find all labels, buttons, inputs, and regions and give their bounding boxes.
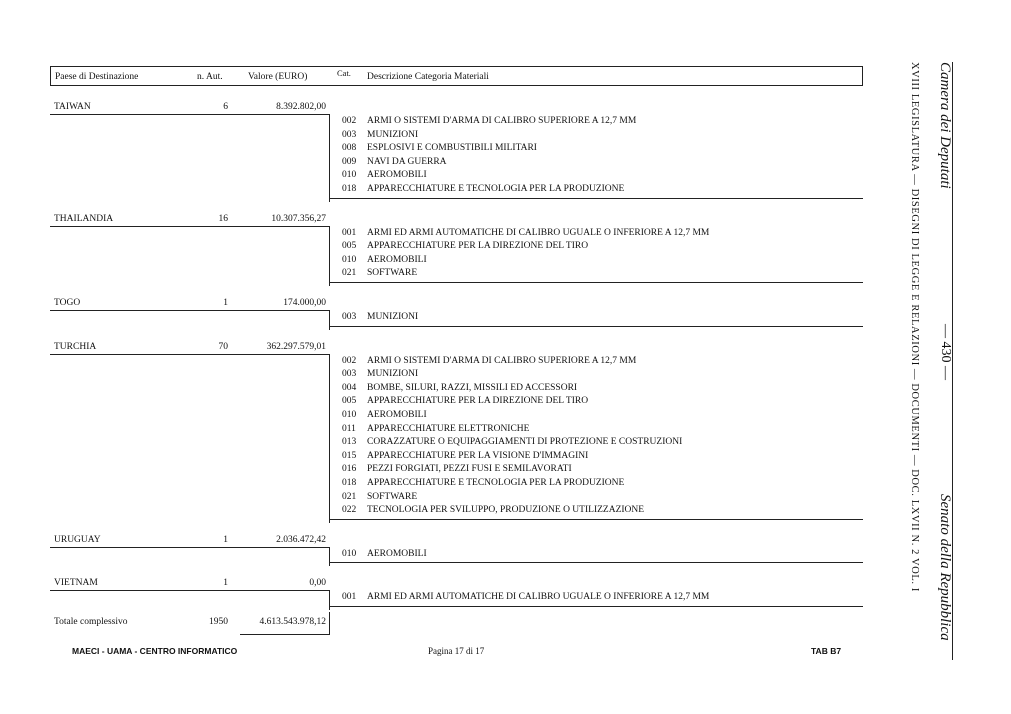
category-description: CORAZZATURE O EQUIPAGGIAMENTI DI PROTEZIONE E COSTRUZIONI <box>367 437 683 448</box>
row-underline <box>50 226 330 227</box>
category-description: NAVI DA GUERRA <box>367 156 447 167</box>
row-underline <box>50 547 330 548</box>
total-separator <box>329 612 330 634</box>
category-code: 016 <box>342 464 357 475</box>
category-description: BOMBE, SILURI, RAZZI, MISSILI ED ACCESSORI <box>367 382 578 393</box>
category-code: 010 <box>342 170 357 181</box>
header-description: Descrizione Categoria Materiali <box>367 72 489 82</box>
category-description: ESPLOSIVI E COMBUSTIBILI MILITARI <box>367 143 537 154</box>
auth-count: 1 <box>223 578 228 589</box>
total-count: 1950 <box>209 617 228 627</box>
header-cat: Cat. <box>337 68 351 78</box>
category-code: 009 <box>342 156 357 167</box>
auth-count: 16 <box>218 213 228 224</box>
country-name: TAIWAN <box>54 102 91 112</box>
category-code: 001 <box>342 227 357 238</box>
category-code: 018 <box>342 478 357 488</box>
category-description: SOFTWARE <box>367 491 418 502</box>
auth-count: 6 <box>223 102 228 112</box>
category-code: 005 <box>342 241 357 252</box>
row-separator <box>329 354 330 523</box>
row-separator <box>329 547 330 567</box>
country-name: VIETNAM <box>54 578 98 589</box>
category-code: 001 <box>342 592 357 603</box>
category-description: APPARECCHIATURE E TECNOLOGIA PER LA PRODUZIONE <box>367 478 625 488</box>
row-value: 362.297.579,01 <box>266 341 326 352</box>
side-subtitle: XVIII LEGISLATURA — DISEGNI DI LEGGE E RELAZIONI — DOCUMENTI — DOC. LXVII N. 2 VOL. I <box>909 62 920 592</box>
category-description: SOFTWARE <box>367 268 418 279</box>
footer-right: TAB B7 <box>811 646 842 656</box>
category-description: ARMI ED ARMI AUTOMATICHE DI CALIBRO UGUALE O INFERIORE A 12,7 MM <box>367 592 710 603</box>
table-header <box>50 66 863 86</box>
category-code: 015 <box>342 450 357 461</box>
header-country: Paese di Destinazione <box>55 72 139 82</box>
country-name: THAILANDIA <box>54 213 114 224</box>
category-description: MUNIZIONI <box>367 129 419 140</box>
category-code: 018 <box>342 184 357 194</box>
category-code: 002 <box>342 355 357 366</box>
category-description: AEROMOBILI <box>367 170 427 181</box>
row-bottom-line <box>329 198 863 199</box>
category-code: 011 <box>342 423 356 434</box>
category-code: 021 <box>342 268 357 279</box>
category-code: 003 <box>342 312 357 322</box>
country-name: TOGO <box>54 298 81 308</box>
category-description: PEZZI FORGIATI, PEZZI FUSI E SEMILAVORATI <box>367 464 572 475</box>
row-bottom-line <box>329 519 863 520</box>
category-code: 022 <box>342 505 357 516</box>
category-description: ARMI O SISTEMI D'ARMA DI CALIBRO SUPERIORE A 12,7 MM <box>367 116 637 126</box>
row-value: 174.000,00 <box>283 298 326 308</box>
category-description: TECNOLOGIA PER SVILUPPO, PRODUZIONE O UTILIZZAZIONE <box>367 505 645 516</box>
side-page-number: — 430 — <box>938 324 953 380</box>
category-code: 013 <box>342 437 357 448</box>
category-description: APPARECCHIATURE PER LA DIREZIONE DEL TIRO <box>367 241 589 252</box>
row-separator <box>329 114 330 202</box>
row-separator <box>329 590 330 610</box>
category-code: 010 <box>342 254 357 265</box>
footer-left: MAECI - UAMA - CENTRO INFORMATICO <box>72 646 238 656</box>
row-value: 8.392.802,00 <box>276 102 326 112</box>
row-underline <box>50 354 330 355</box>
row-separator <box>329 226 330 286</box>
total-underline <box>240 634 330 635</box>
category-description: AEROMOBILI <box>367 410 427 420</box>
auth-count: 70 <box>218 341 228 352</box>
category-description: APPARECCHIATURE E TECNOLOGIA PER LA PRODUZIONE <box>367 184 625 194</box>
row-underline <box>50 590 330 591</box>
category-description: APPARECCHIATURE PER LA DIREZIONE DEL TIRO <box>367 396 589 407</box>
footer-page: Pagina 17 di 17 <box>428 646 485 656</box>
category-code: 021 <box>342 491 357 502</box>
category-description: MUNIZIONI <box>367 369 419 380</box>
row-bottom-line <box>329 606 863 607</box>
category-code: 003 <box>342 129 357 140</box>
country-name: URUGUAY <box>54 534 101 545</box>
header-n-aut: n. Aut. <box>197 72 223 82</box>
category-code: 002 <box>342 116 357 126</box>
category-description: ARMI O SISTEMI D'ARMA DI CALIBRO SUPERIORE A 12,7 MM <box>367 355 637 366</box>
side-right-title: Senato della Repubblica <box>937 494 953 641</box>
category-code: 005 <box>342 396 357 407</box>
category-description: AEROMOBILI <box>367 254 427 265</box>
row-underline <box>50 114 330 115</box>
country-name: TURCHIA <box>54 341 97 352</box>
row-bottom-line <box>329 282 863 283</box>
category-description: ARMI ED ARMI AUTOMATICHE DI CALIBRO UGUALE O INFERIORE A 12,7 MM <box>367 227 710 238</box>
category-code: 010 <box>342 410 357 420</box>
row-bottom-line <box>329 562 863 563</box>
category-description: MUNIZIONI <box>367 312 419 322</box>
row-value: 0,00 <box>309 578 326 589</box>
category-code: 010 <box>342 548 357 559</box>
header-value: Valore (EURO) <box>248 72 308 82</box>
auth-count: 1 <box>223 534 228 545</box>
category-code: 004 <box>342 382 357 393</box>
category-description: APPARECCHIATURE PER LA VISIONE D'IMMAGINI <box>367 450 589 461</box>
total-label: Totale complessivo <box>54 617 128 627</box>
category-description: AEROMOBILI <box>367 548 427 559</box>
row-value: 2.036.472,42 <box>276 534 326 545</box>
category-code: 003 <box>342 369 357 380</box>
side-divider <box>952 62 953 660</box>
category-code: 008 <box>342 143 357 154</box>
category-description: APPARECCHIATURE ELETTRONICHE <box>367 423 530 434</box>
auth-count: 1 <box>223 298 228 308</box>
total-value: 4.613.543.978,12 <box>259 617 326 627</box>
row-value: 10.307.356,27 <box>271 213 326 224</box>
row-underline <box>50 310 330 311</box>
row-bottom-line <box>329 326 863 327</box>
row-separator <box>329 310 330 330</box>
side-left-title: Camera dei Deputati <box>937 62 953 189</box>
